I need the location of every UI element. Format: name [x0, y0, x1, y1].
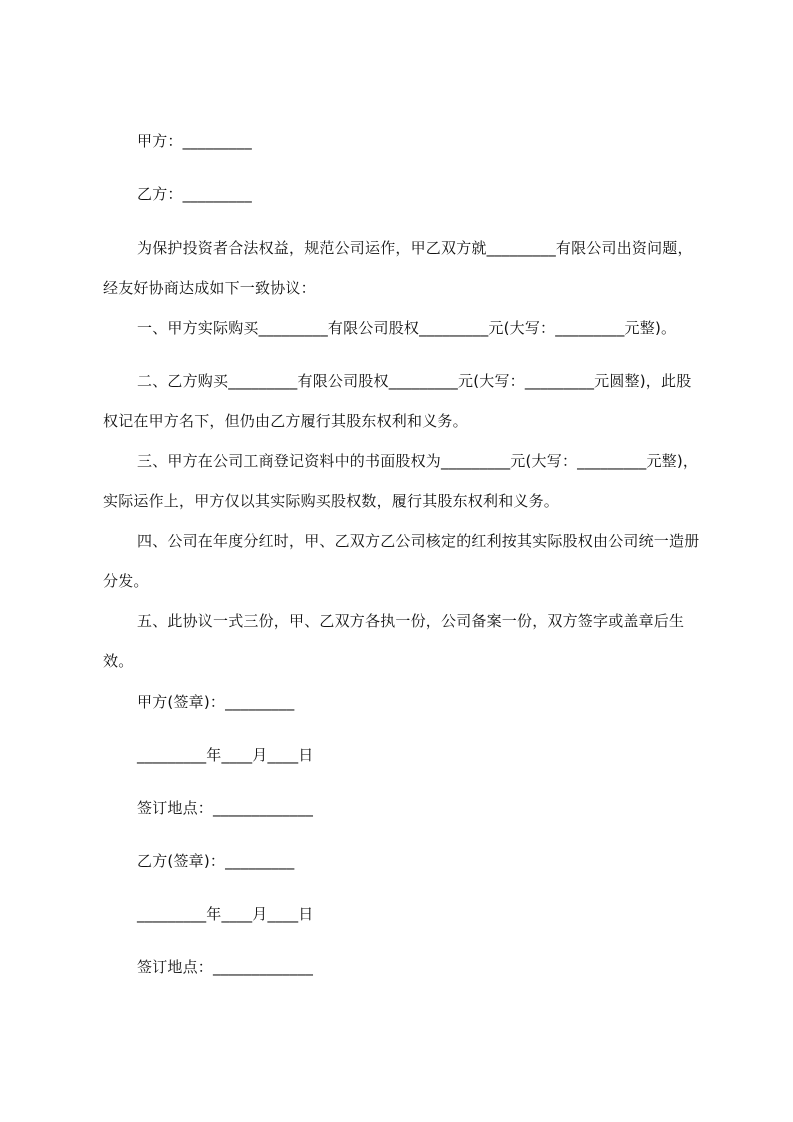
signature-a-place: 签订地点：_____________: [137, 799, 314, 817]
preamble-paragraph: 为保护投资者合法权益，规范公司运作，甲乙双方就_________有限公司出资问题，经友好协商达成如下一致协议：: [103, 239, 693, 297]
signature-b-date: _________年____月____日: [137, 905, 314, 923]
clause-1: 一、甲方实际购买_________有限公司股权_________元(大写：_________元整)。: [137, 319, 677, 337]
party-a-label: 甲方：_________: [137, 132, 252, 150]
clause-2: 二、乙方购买_________有限公司股权_________元(大写：_________元圆整)，此股权记在甲方名下，但仍由乙方履行其股东权利和义务。: [103, 372, 692, 430]
signature-b-seal: 乙方(签章)：_________: [137, 852, 295, 870]
signature-b-place: 签订地点：_____________: [137, 958, 314, 976]
party-b-label: 乙方：_________: [137, 185, 252, 203]
signature-a-date: _________年____月____日: [137, 746, 314, 764]
clause-4: 四、公司在年度分红时，甲、乙双方乙公司核定的红利按其实际股权由公司统一造册分发。: [103, 532, 700, 590]
clause-5: 五、此协议一式三份，甲、乙双方各执一份，公司备案一份，双方签字或盖章后生效。: [103, 612, 685, 670]
signature-a-seal: 甲方(签章)：_________: [137, 693, 295, 711]
clause-3: 三、甲方在公司工商登记资料中的书面股权为_________元(大写：_________元整)，实际运作上，甲方仅以其实际购买股权数，履行其股东权利和义务。: [103, 452, 699, 510]
